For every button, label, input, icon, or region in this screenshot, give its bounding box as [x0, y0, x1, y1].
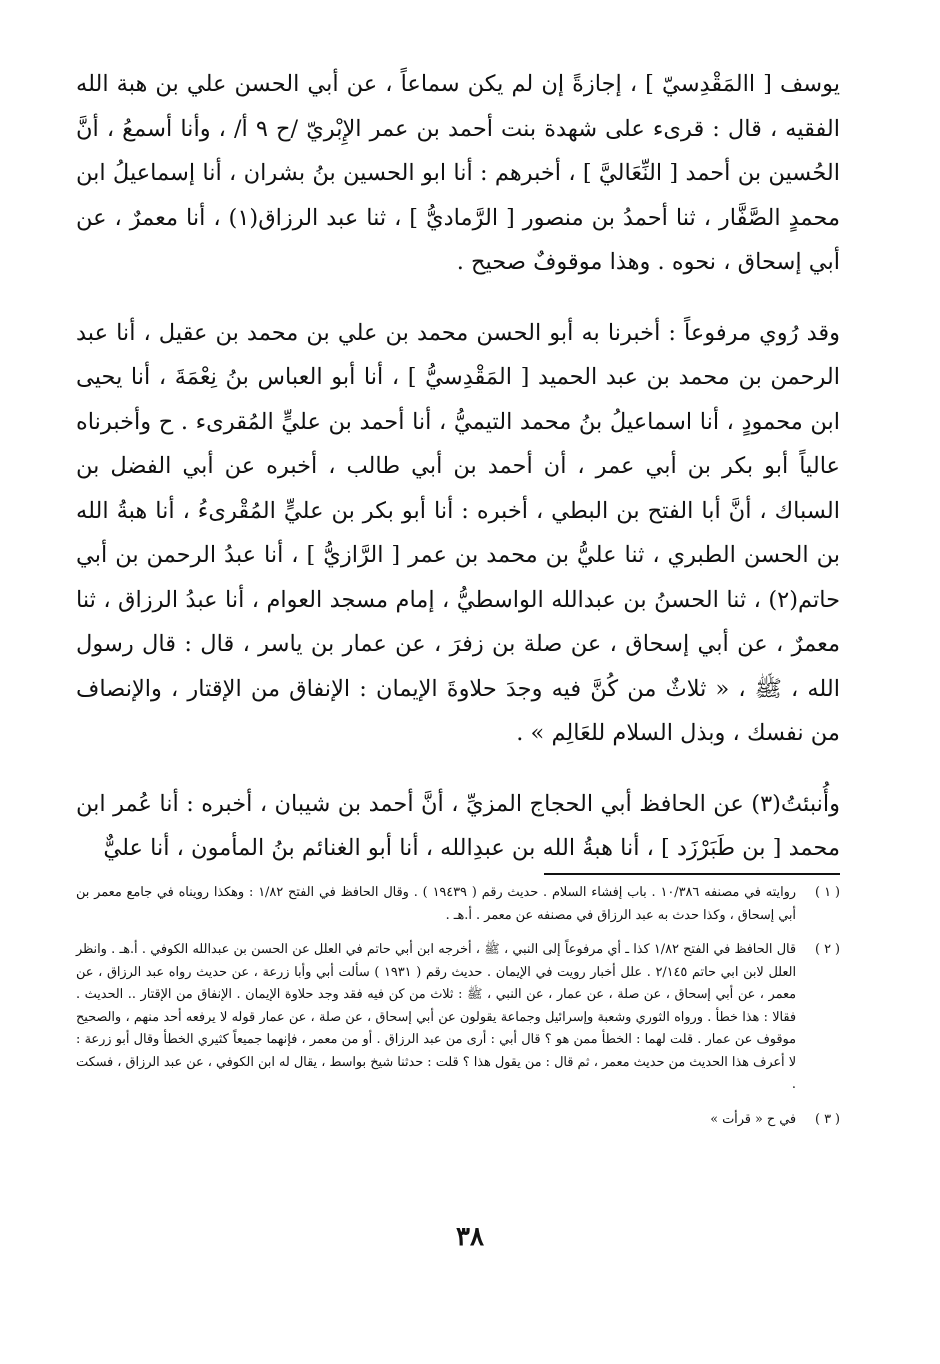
footnote-number: ( ١ ): [815, 885, 840, 900]
footnote-3: [76, 1109, 840, 1132]
main-text-block: [76, 62, 840, 871]
main-paragraph-3: وأُنبئتُ(٣) عن الحافظ أبي الحجاج المزيِّ ، أنَّ أحمد بن شيبان ، أخبره : أنا عُمر ابن محمد [ بن طَبَرْزَد ] ، أنا هبةُ الله بن عبدِالله ، أنا أبو الغنائم بنُ المأمون ، أنا عليٌّ: [76, 790, 840, 861]
footnote-divider: [544, 873, 840, 875]
main-paragraph-2: وقد رُوي مرفوعاً : أخبرنا به أبو الحسن محمد بن علي بن محمد بن عقيل ، أنا عبد الرحمن بن محمد بن عبد الحميد [ المَقْدِسيُّ ] ، أنا أبو العباس بنُ نِعْمَةَ ، أنا يحيى ابن محمودٍ ، أنا اسماعيلُ بنُ محمد التيميُّ ، أنا أحمد بن عليٍّ المُقرىء . ح وأخبرناه عالياً أبو بكر بن أبي عمر ، أن أحمد بن أبي طالب ، أخبره عن أبي الفضل بن السباك ، أنَّ أبا الفتح بن البطي ، أخبره : أنا أبو بكر بن عليٍّ المُقْرىءُ ، أنا هبةُ الله بن الحسن الطبري ، ثنا عليُّ بن محمد بن عمر [ الرَّازيُّ ] ، أنا عبدُ الرحمن بن أبي حاتم(٢) ، ثنا الحسنُ بن عبدالله الواسطيُّ ، إمام مسجد العوام ، أنا عبدُ الرزاق ، ثنا معمرٌ ، عن أبي إسحاق ، عن صلة بن زفرَ ، عن عمار بن ياسر ، قال : قال رسول الله ، ﷺ ، « ثلاثٌ من كُنَّ فيه وجدَ حلاوةَ الإيمان : الإنفاق من الإقتار ، والإنصاف من نفسك ، وبذل السلام للعَالِم » .: [76, 319, 840, 746]
footnote-text: قال الحافظ في الفتح ١/٨٢ كذا ـ أي مرفوعاً إلى النبي ، ﷺ ، أخرجه ابن أبي حاتم في العلل عن الحسن بن عبدالله الكوفي . أ.هـ . وانظر العلل لابن ابي حاتم ٢/١٤٥ . علل أخبار رويت في الإيمان . حديث رقم ( ١٩٣١ ) سألت أبي وأبا زرعة ، عن حديث رواه عبد الرزاق ، عن معمر ، عن أبي إسحاق ، عن صلة ، عن عمار ، عن النبي ، ﷺ : ثلاث من كن فيه فقد وجد حلاوة الإيمان . الإنفاق من الإقتار .. الحديث . فقالا : هذا خطأ . ورواه الثوري وشعبة وإسرائيل وجماعة يقولون عن أبي إسحاق ، عن صلة ، عن عمار قوله لا يرفعه أحد منهم ، والصحيح موقوف عن عمار . قلت لهما : الخطأ ممن هو ؟ قال أبي : أرى من عبد الرزاق . أو من معمر ، فإنهما جميعاً كثيري الخطأ وقال أبو زرعة : لا أعرف هذا الحديث من حديث معمر ، ثم قال : من يقول هذا ؟ قلت : حدثنا شيخ بواسط ، يقال له ابن الكوفي ، عن عبد الرزاق ، فسكت .: [76, 942, 797, 1092]
footnote-2: [76, 939, 840, 1097]
footnote-1: [76, 882, 840, 927]
footnote-text: في ح « قرأت »: [710, 1111, 796, 1127]
main-paragraph-1: يوسف [ االمَقْدِسيّ ] ، إجازةً إن لم يكن سماعاً ، عن أبي الحسن علي بن هبة الله الفقيه ، قال : قرىء على شهدة بنت أحمد بن عمر الإِبْريّ /ح ٩ أ/ ، وأنا أسمعُ ، أنَّ الحُسين بن أحمد [ النِّعَاليَّ ] ، أخبرهم : أنا ابو الحسين بنُ بشران ، أنا إسماعيلُ ابن محمدٍ الصَّفَّار ، ثنا أحمدُ بن منصور [ الرَّماديُّ ] ، ثنا عبد الرزاق(١) ، أنا معمرٌ ، عن أبي إسحاق ، نحوه . وهذا موقوفٌ صحيح .: [76, 71, 840, 275]
footnote-text: روايته في مصنفه ١٠/٣٨٦ . باب إفشاء السلام . حديث رقم ( ١٩٤٣٩ ) . وقال الحافظ في الفتح ١/٨٢ : وهكذا رويناه في جامع معمر بن أبي إسحاق ، وكذا حدث به عبد الرزاق في مصنفه عن معمر . أ.هـ .: [76, 885, 796, 923]
footnotes-section: [76, 882, 840, 1143]
footnote-number: ( ٣ ): [815, 1111, 840, 1127]
page-number: ٣٨: [456, 1222, 484, 1252]
footnote-number: ( ٢ ): [815, 942, 840, 957]
